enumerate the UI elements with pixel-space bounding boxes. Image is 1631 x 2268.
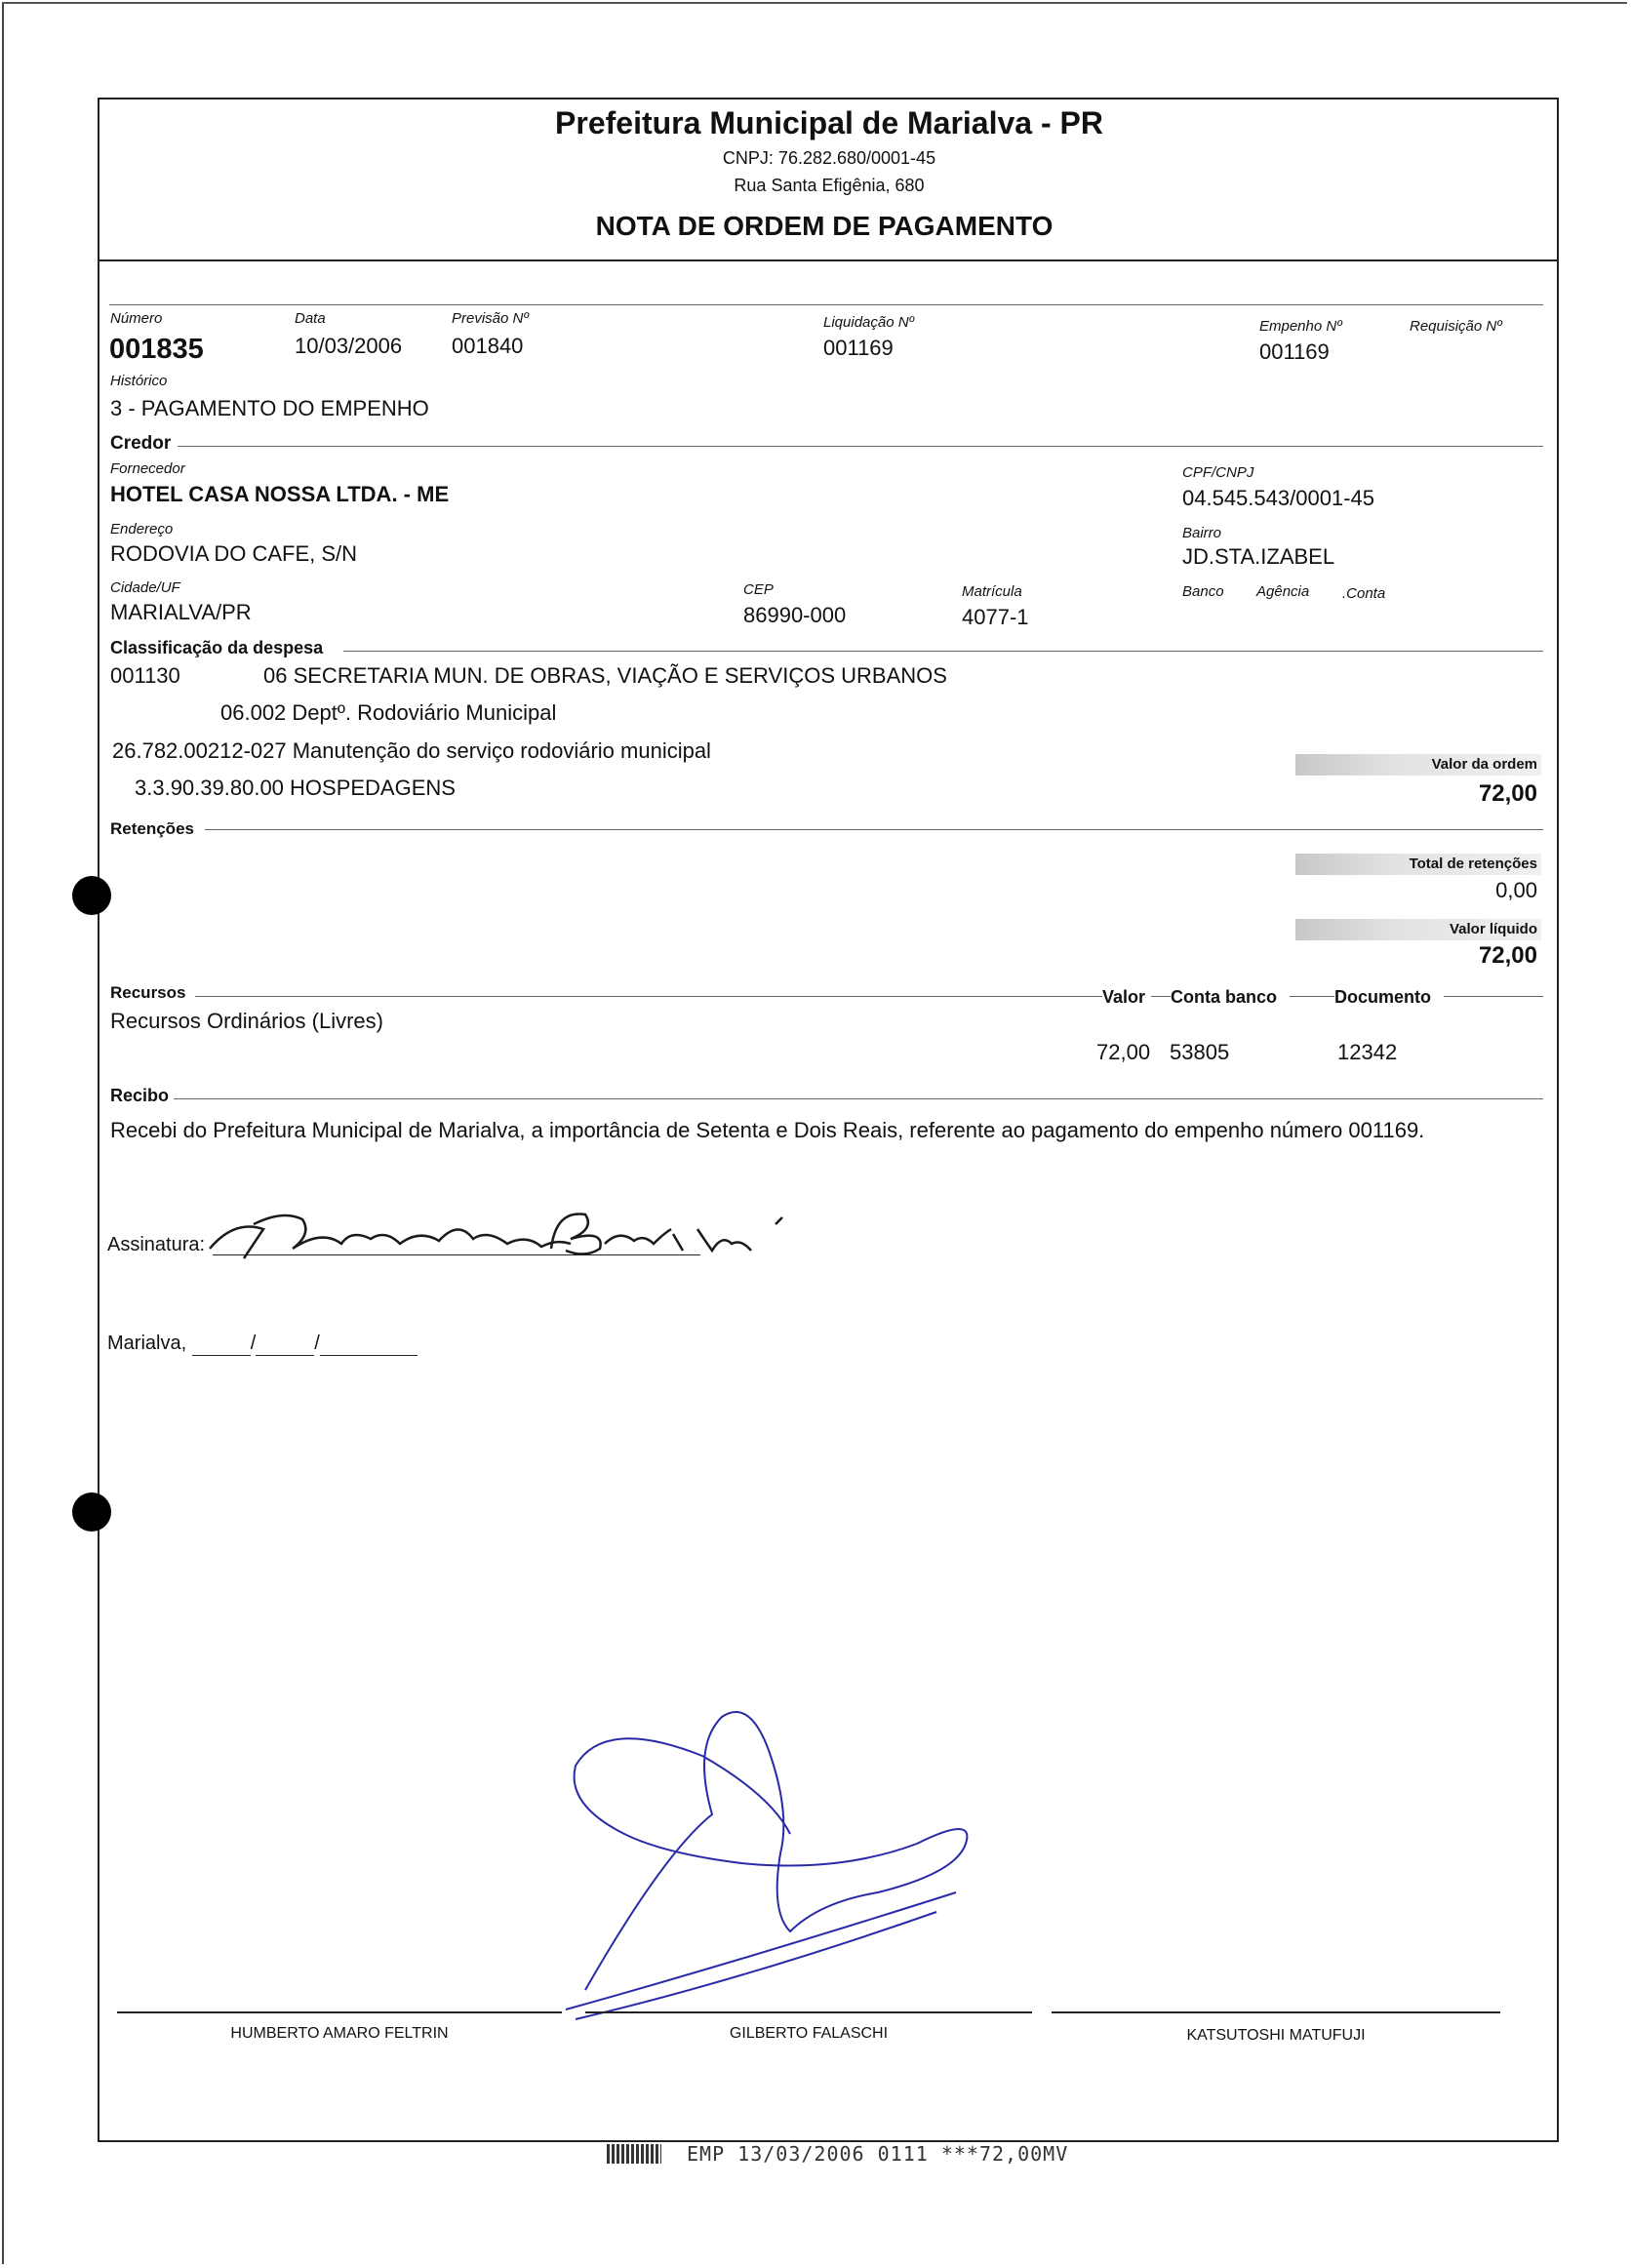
signature-line-3 [1052,2011,1500,2013]
empenho-label: Empenho Nº [1259,318,1342,335]
top-divider [109,304,1543,305]
fornecedor-label: Fornecedor [110,460,185,477]
historico-label: Histórico [110,373,168,389]
classificacao-programa: 26.782.00212-027 Manutenção do serviço rodoviário municipal [112,738,711,763]
cpf-label: CPF/CNPJ [1182,464,1254,481]
cep-value: 86990-000 [743,603,847,627]
signature-line-1 [117,2011,562,2013]
classificacao-code: 001130 [110,663,180,688]
agencia-label: Agência [1256,583,1310,600]
banco-label: Banco [1182,583,1224,600]
recursos-section-title: Recursos [110,983,186,1002]
historico-value: 3 - PAGAMENTO DO EMPENHO [110,396,429,420]
matricula-label: Matrícula [962,583,1022,600]
valor-liquido-value: 72,00 [1478,942,1537,969]
recibo-section-title: Recibo [110,1086,170,1105]
retencoes-section-title: Retenções [110,819,194,838]
classificacao-divider [343,651,1543,652]
data-label: Data [295,310,326,327]
liquidacao-value: 001169 [823,336,894,360]
total-retencoes-label: Total de retenções [1409,855,1537,872]
document-title: NOTA DE ORDEM DE PAGAMENTO [595,211,1054,241]
date-day-blank [192,1333,251,1356]
recursos-divider-3 [1290,996,1334,997]
recursos-valor: 72,00 [1096,1040,1151,1064]
signature-line-2 [585,2011,1032,2013]
signatory-1: HUMBERTO AMARO FELTRIN [230,2025,449,2042]
punch-hole-top [72,876,111,915]
stamp-mark-icon [607,2144,661,2164]
bairro-value: JD.STA.IZABEL [1182,544,1335,569]
matricula-value: 4077-1 [962,605,1029,629]
classificacao-elemento: 3.3.90.39.80.00 HOSPEDAGENS [135,776,456,800]
page-title: Prefeitura Municipal de Marialva - PR [555,105,1103,140]
recursos-divider-4 [1444,996,1543,997]
valor-ordem-value: 72,00 [1478,780,1537,807]
classificacao-section-title: Classificação da despesa [110,638,324,657]
previsao-value: 001840 [452,334,524,358]
requisicao-label: Requisição Nº [1410,318,1502,335]
endereco-label: Endereço [110,521,174,537]
valor-ordem-label: Valor da ordem [1431,756,1537,773]
recibo-text: Recebi do Prefeitura Municipal de Marialva, a importância de Setenta e Dois Reais, referente ao pagamento do empenho número 001169. [110,1118,1425,1142]
bottom-stamp: EMP 13/03/2006 0111 ***72,00MV [687,2142,1069,2166]
punch-hole-bottom [72,1492,111,1532]
header-address: Rua Santa Efigênia, 680 [734,176,925,195]
bairro-label: Bairro [1182,525,1222,541]
local-label: Marialva, [107,1333,187,1354]
credor-section-title: Credor [110,433,172,454]
fornecedor-value: HOTEL CASA NOSSA LTDA. - ME [110,482,450,506]
cep-label: CEP [743,581,774,598]
recursos-descricao: Recursos Ordinários (Livres) [110,1009,383,1033]
body-left-border [98,259,99,2142]
conta-label: .Conta [1342,585,1386,602]
cidade-label: Cidade/UF [110,579,180,596]
classificacao-departamento: 06.002 Deptº. Rodoviário Municipal [220,700,557,725]
local-data-label: Marialva, / / [107,1333,418,1356]
date-month-blank [256,1333,314,1356]
data-value: 10/03/2006 [295,334,403,358]
header-cnpj: CNPJ: 76.282.680/0001-45 [722,148,936,168]
date-year-blank [320,1333,418,1356]
recursos-conta-header: Conta banco [1171,987,1278,1007]
numero-label: Número [110,310,163,327]
handwritten-signature-recibo [205,1190,849,1268]
recibo-divider [174,1098,1543,1099]
recursos-valor-header: Valor [1102,987,1146,1007]
retencoes-divider [205,829,1543,830]
endereco-value: RODOVIA DO CAFE, S/N [110,541,358,566]
credor-divider [178,446,1543,447]
signatory-3: KATSUTOSHI MATUFUJI [1186,2027,1366,2044]
liquidacao-label: Liquidação Nº [823,314,915,331]
valor-liquido-label: Valor líquido [1449,921,1537,937]
total-retencoes-value: 0,00 [1495,878,1537,902]
previsao-label: Previsão Nº [452,310,529,327]
recursos-documento: 12342 [1337,1040,1398,1064]
assinatura-label: Assinatura: [107,1234,206,1255]
numero-value: 001835 [109,334,204,365]
empenho-value: 001169 [1259,339,1330,364]
cidade-value: MARIALVA/PR [110,600,252,624]
blue-signature [546,1697,995,2029]
recursos-divider [195,996,1102,997]
recursos-divider-2 [1151,996,1171,997]
recursos-documento-header: Documento [1334,987,1431,1007]
signatory-2: GILBERTO FALASCHI [729,2025,889,2042]
body-right-border [1557,259,1559,2142]
classificacao-secretaria: 06 SECRETARIA MUN. DE OBRAS, VIAÇÃO E SERVIÇOS URBANOS [263,663,947,688]
cpf-value: 04.545.543/0001-45 [1182,486,1374,510]
recursos-conta: 53805 [1170,1040,1230,1064]
